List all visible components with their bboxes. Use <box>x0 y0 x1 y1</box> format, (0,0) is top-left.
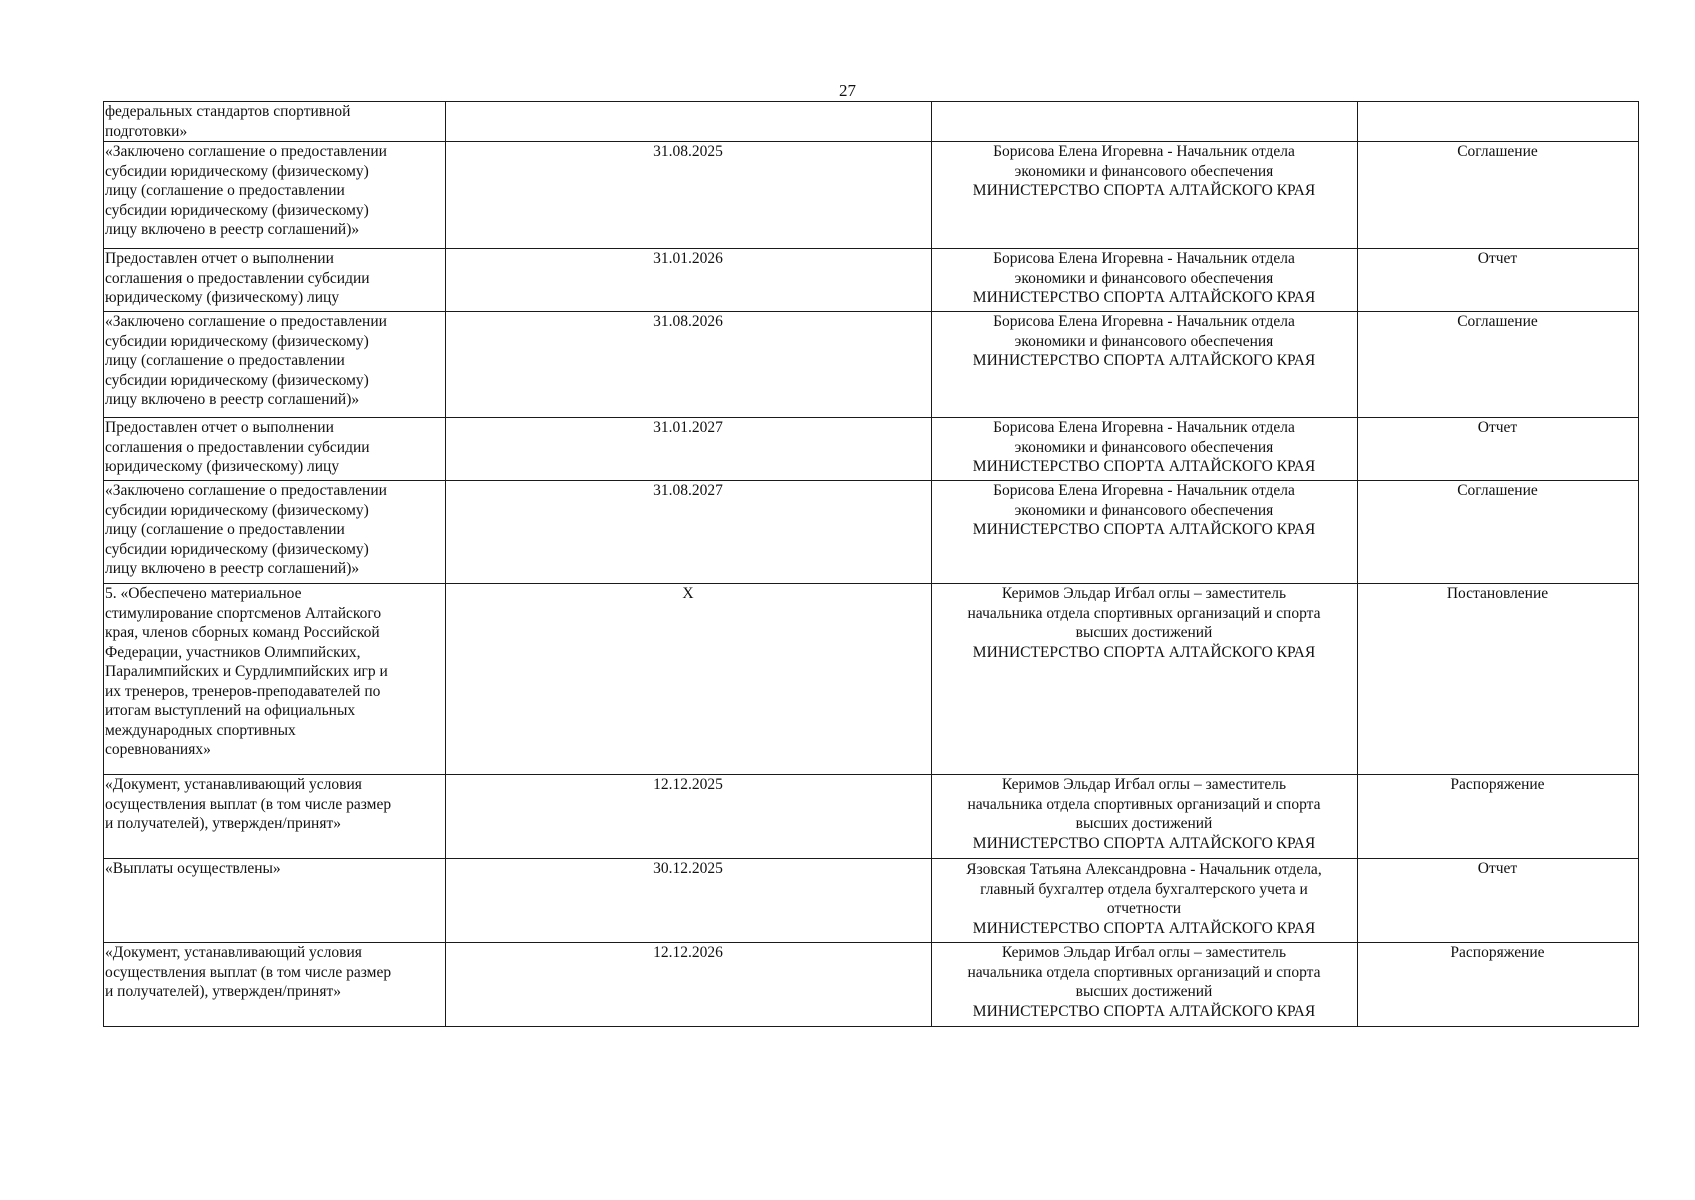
responsible-cell <box>932 775 1358 859</box>
event-text-line: Предоставлен отчет о выполнении <box>105 419 334 436</box>
event-text-line: 5. «Обеспечено материальное <box>105 585 302 602</box>
table-row <box>104 859 1639 943</box>
document-type-cell: Постановление <box>1358 584 1639 775</box>
document-type-cell: Соглашение <box>1358 312 1639 418</box>
event-text-line: федеральных стандартов спортивной <box>105 103 351 120</box>
document-type-cell: Соглашение <box>1358 481 1639 584</box>
table-row <box>104 418 1639 481</box>
date-cell: 31.08.2026 <box>446 312 932 418</box>
table-row <box>104 102 1639 142</box>
event-cell <box>104 943 446 1027</box>
responsible-person-line: экономики и финансового обеспечения <box>1014 162 1274 180</box>
event-text-line: субсидии юридическому (физическому) <box>105 540 369 558</box>
ministry-name: МИНИСТЕРСТВО СПОРТА АЛТАЙСКОГО КРАЯ <box>972 643 1316 661</box>
responsible-person-line: Борисова Елена Игоревна - Начальник отдела <box>993 250 1295 267</box>
responsible-person-line: Керимов Эльдар Игбал оглы – заместитель <box>1001 585 1287 602</box>
event-text-line: международных спортивных <box>105 721 296 739</box>
document-type-cell: Соглашение <box>1358 142 1639 249</box>
table-row <box>104 142 1639 249</box>
event-cell <box>104 859 446 943</box>
table-row <box>104 249 1639 312</box>
responsible-cell <box>932 249 1358 312</box>
responsible-person-line: Борисова Елена Игоревна - Начальник отдела <box>993 313 1295 330</box>
responsible-person-line: экономики и финансового обеспечения <box>1014 501 1274 519</box>
event-text-line: соглашения о предоставлении субсидии <box>105 269 370 287</box>
ministry-name: МИНИСТЕРСТВО СПОРТА АЛТАЙСКОГО КРАЯ <box>972 289 1316 306</box>
ministry-name: МИНИСТЕРСТВО СПОРТА АЛТАЙСКОГО КРАЯ <box>972 1002 1316 1020</box>
event-text-line: и получателей), утвержден/принят» <box>105 815 341 832</box>
event-text-line: субсидии юридическому (физическому) <box>105 201 369 219</box>
ministry-name: МИНИСТЕРСТВО СПОРТА АЛТАЙСКОГО КРАЯ <box>972 919 1316 937</box>
date-cell: 31.01.2026 <box>446 249 932 312</box>
responsible-cell <box>932 943 1358 1027</box>
ministry-name: МИНИСТЕРСТВО СПОРТА АЛТАЙСКОГО КРАЯ <box>972 458 1316 475</box>
responsible-person-line: начальника отдела спортивных организаций и спорта <box>967 604 1321 622</box>
control-points-table <box>103 101 1639 1027</box>
ministry-name: МИНИСТЕРСТВО СПОРТА АЛТАЙСКОГО КРАЯ <box>972 834 1316 852</box>
event-cell <box>104 312 446 418</box>
responsible-cell <box>932 481 1358 584</box>
responsible-person-line: экономики и финансового обеспечения <box>1014 269 1274 287</box>
event-text-line: субсидии юридическому (физическому) <box>105 332 369 350</box>
event-text-line: осуществления выплат (в том числе размер <box>105 963 392 981</box>
date-cell <box>446 102 932 142</box>
event-text-line: Предоставлен отчет о выполнении <box>105 250 334 267</box>
event-text-line: лицу включено в реестр соглашений)» <box>105 221 360 238</box>
date-cell: 12.12.2025 <box>446 775 932 859</box>
event-text-line: субсидии юридическому (физическому) <box>105 162 369 180</box>
event-text-line: субсидии юридическому (физическому) <box>105 501 369 519</box>
page-number: 27 <box>839 81 856 100</box>
ministry-name: МИНИСТЕРСТВО СПОРТА АЛТАЙСКОГО КРАЯ <box>972 521 1316 538</box>
event-text-line: и получателей), утвержден/принят» <box>105 983 341 1000</box>
event-text-line: юридическому (физическому) лицу <box>105 458 340 475</box>
event-text-line: «Заключено соглашение о предоставлении <box>105 313 387 330</box>
table-row <box>104 481 1639 584</box>
responsible-person-line: начальника отдела спортивных организаций и спорта <box>967 795 1321 813</box>
responsible-person-line: отчетности <box>1106 900 1182 917</box>
event-text-line: «Заключено соглашение о предоставлении <box>105 143 387 160</box>
event-cell <box>104 481 446 584</box>
table-row <box>104 775 1639 859</box>
event-text-line: Федерации, участников Олимпийских, <box>105 643 361 661</box>
table-row <box>104 943 1639 1027</box>
event-cell <box>104 249 446 312</box>
event-text-line: «Документ, устанавливающий условия <box>105 944 362 961</box>
table-body <box>104 102 1639 1027</box>
event-text-line: подготовки» <box>105 122 188 140</box>
responsible-person-line: высших достижений <box>1075 624 1213 641</box>
responsible-person-line: высших достижений <box>1075 983 1213 1000</box>
event-text-line: юридическому (физическому) лицу <box>105 289 340 306</box>
responsible-person-line: Борисова Елена Игоревна - Начальник отдела <box>993 143 1295 160</box>
responsible-person-line: высших достижений <box>1075 815 1213 832</box>
responsible-cell <box>932 102 1358 142</box>
responsible-cell <box>932 142 1358 249</box>
event-text-line: итогам выступлений на официальных <box>105 702 356 719</box>
document-type-cell <box>1358 102 1639 142</box>
table-row <box>104 312 1639 418</box>
event-cell <box>104 584 446 775</box>
event-text-line: субсидии юридическому (физическому) <box>105 371 369 389</box>
event-text-line: лицу (соглашение о предоставлении <box>105 352 345 369</box>
date-cell: 31.08.2027 <box>446 481 932 584</box>
document-type-cell: Отчет <box>1358 418 1639 481</box>
document-type-cell: Отчет <box>1358 859 1639 943</box>
responsible-person-line: главный бухгалтер отдела бухгалтерского учета и <box>980 880 1308 898</box>
event-text-line: стимулирование спортсменов Алтайского <box>105 604 382 622</box>
responsible-person-line: экономики и финансового обеспечения <box>1014 332 1274 350</box>
date-cell: X <box>446 584 932 775</box>
ministry-name: МИНИСТЕРСТВО СПОРТА АЛТАЙСКОГО КРАЯ <box>972 352 1316 369</box>
event-text-line: лицу (соглашение о предоставлении <box>105 182 345 199</box>
responsible-person-line: Язовская Татьяна Александровна - Начальник отдела, <box>966 861 1322 878</box>
event-text-line: Паралимпийских и Сурдлимпийских игр и <box>105 663 388 680</box>
event-text-line: их тренеров, тренеров-преподавателей по <box>105 682 381 700</box>
responsible-person-line: Борисова Елена Игоревна - Начальник отдела <box>993 419 1295 436</box>
date-cell: 31.01.2027 <box>446 418 932 481</box>
event-text-line: осуществления выплат (в том числе размер <box>105 795 392 813</box>
document-type-cell: Отчет <box>1358 249 1639 312</box>
date-cell: 30.12.2025 <box>446 859 932 943</box>
responsible-person-line: Керимов Эльдар Игбал оглы – заместитель <box>1001 944 1287 961</box>
responsible-person-line: Керимов Эльдар Игбал оглы – заместитель <box>1001 776 1287 793</box>
document-type-cell: Распоряжение <box>1358 775 1639 859</box>
event-text-line: лицу (соглашение о предоставлении <box>105 521 345 538</box>
responsible-person-line: Борисова Елена Игоревна - Начальник отдела <box>993 482 1295 499</box>
responsible-cell <box>932 312 1358 418</box>
date-cell: 31.08.2025 <box>446 142 932 249</box>
table-row <box>104 584 1639 775</box>
event-text-line: соглашения о предоставлении субсидии <box>105 438 370 456</box>
responsible-cell <box>932 584 1358 775</box>
event-text-line: лицу включено в реестр соглашений)» <box>105 560 360 577</box>
event-cell <box>104 102 446 142</box>
event-text-line: лицу включено в реестр соглашений)» <box>105 391 360 408</box>
event-text-line: «Документ, устанавливающий условия <box>105 776 362 793</box>
event-text-line: соревнованиях» <box>105 741 211 758</box>
date-cell: 12.12.2026 <box>446 943 932 1027</box>
event-text-line: края, членов сборных команд Российской <box>105 624 380 641</box>
document-type-cell: Распоряжение <box>1358 943 1639 1027</box>
event-cell <box>104 418 446 481</box>
ministry-name: МИНИСТЕРСТВО СПОРТА АЛТАЙСКОГО КРАЯ <box>972 182 1316 199</box>
responsible-cell <box>932 859 1358 943</box>
event-cell <box>104 142 446 249</box>
responsible-person-line: начальника отдела спортивных организаций и спорта <box>967 963 1321 981</box>
event-text-line: «Заключено соглашение о предоставлении <box>105 482 387 499</box>
event-cell <box>104 775 446 859</box>
responsible-cell <box>932 418 1358 481</box>
responsible-person-line: экономики и финансового обеспечения <box>1014 438 1274 456</box>
event-text-line: «Выплаты осуществлены» <box>105 860 281 877</box>
